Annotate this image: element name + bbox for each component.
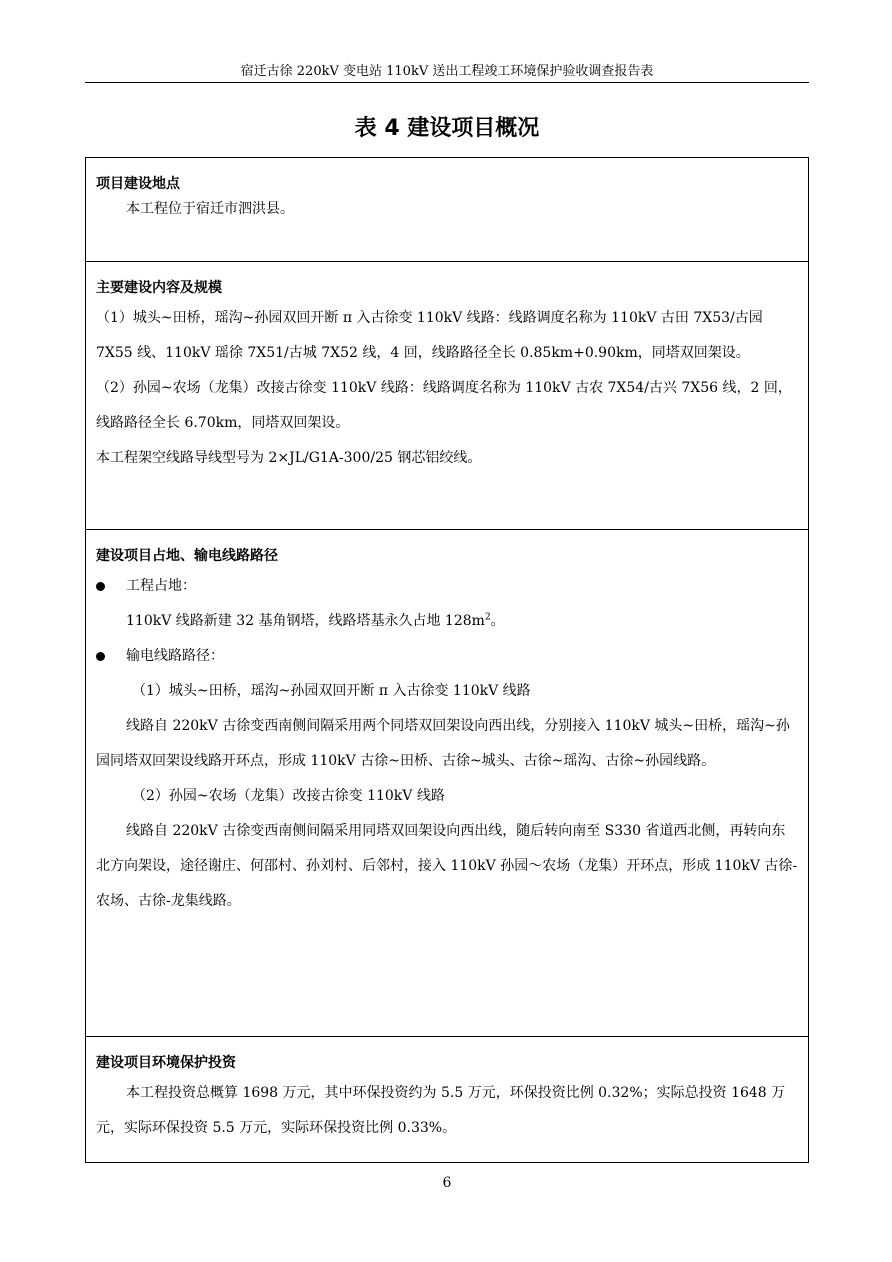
section-heading: 主要建设内容及规模 [96,280,222,296]
section-heading: 建设项目环境保护投资 [96,1055,236,1071]
route-1-title: （1）城头~田桥，瑶沟~孙园双回开断 π 入古徐变 110kV 线路 [132,683,531,699]
table-title: 表 4 建设项目概况 [354,116,540,141]
bullet-route [96,639,798,674]
bullet-label: 输电线路路径： [126,648,224,664]
route-2-text: 线路自 220kV 古徐变西南侧间隔采用同塔双回架设向西出线，随后转向南至 S330 省道西北侧，再转向东北方向架设，途径谢庄、何邵村、孙刘村、后邻村，接入 110kV 孙园～农场（龙集）开环点，形成 110kV 古徐-农场、古徐-龙集线路。 [96,823,798,909]
route-2-title: （2）孙园~农场（龙集）改接古徐变 110kV 线路 [132,788,445,804]
header-rule [85,82,809,83]
section-investment [86,1036,808,1162]
section-heading: 建设项目占地、输电线路路径 [96,548,278,564]
section-location [86,174,808,261]
investment-text: 本工程投资总概算 1698 万元，其中环保投资约为 5.5 万元，环保投资比例 0.32%；实际总投资 1648 万元，实际环保投资 5.5 万元，实际环保投资比例 0.33%。 [96,1085,786,1136]
scope-item-1: （1）城头~田桥，瑶沟~孙园双回开断 π 入古徐变 110kV 线路：线路调度名称为 110kV 古田 7X53/古园 7X55 线、110kV 瑶徐 7X51/古城 7X52 线，4 回，线路路径全长 0.85km+0.90km，同塔双回架设。 [96,310,763,361]
section-land-route [86,529,808,1036]
section-text: 本工程位于宿迁市泗洪县。 [126,201,294,217]
land-text-end: 。 [490,613,505,629]
project-overview-table [85,157,809,1163]
bullet-icon [96,582,105,591]
bullet-label: 工程占地： [126,578,196,594]
land-text-body: 110kV 线路新建 32 基角钢塔，线路塔基永久占地 128m [126,613,485,629]
bullet-land [96,569,798,604]
route-1-text: 线路自 220kV 古徐变西南侧间隔采用两个同塔双回架设向西出线，分别接入 110kV 城头~田桥，瑶沟~孙园同塔双回架设线路开环点，形成 110kV 古徐~田桥、古徐~城头、古徐~瑶沟、古徐~孙园线路。 [96,718,790,769]
bullet-icon [96,652,105,661]
land-text [96,604,798,639]
land-unit-sup: 2 [484,612,491,623]
section-heading: 项目建设地点 [96,176,180,192]
scope-conductor: 本工程架空线路导线型号为 2×JL/G1A-300/25 钢芯铝绞线。 [96,450,482,466]
running-header: 宿迁古徐 220kV 变电站 110kV 送出工程竣工环境保护验收调查报告表 [240,64,654,79]
section-scope [86,261,808,529]
page-number: 6 [442,1175,452,1191]
scope-item-2: （2）孙园~农场（龙集）改接古徐变 110kV 线路：线路调度名称为 110kV 古农 7X54/古兴 7X56 线，2 回，线路路径全长 6.70km，同塔双回架设。 [96,380,792,431]
